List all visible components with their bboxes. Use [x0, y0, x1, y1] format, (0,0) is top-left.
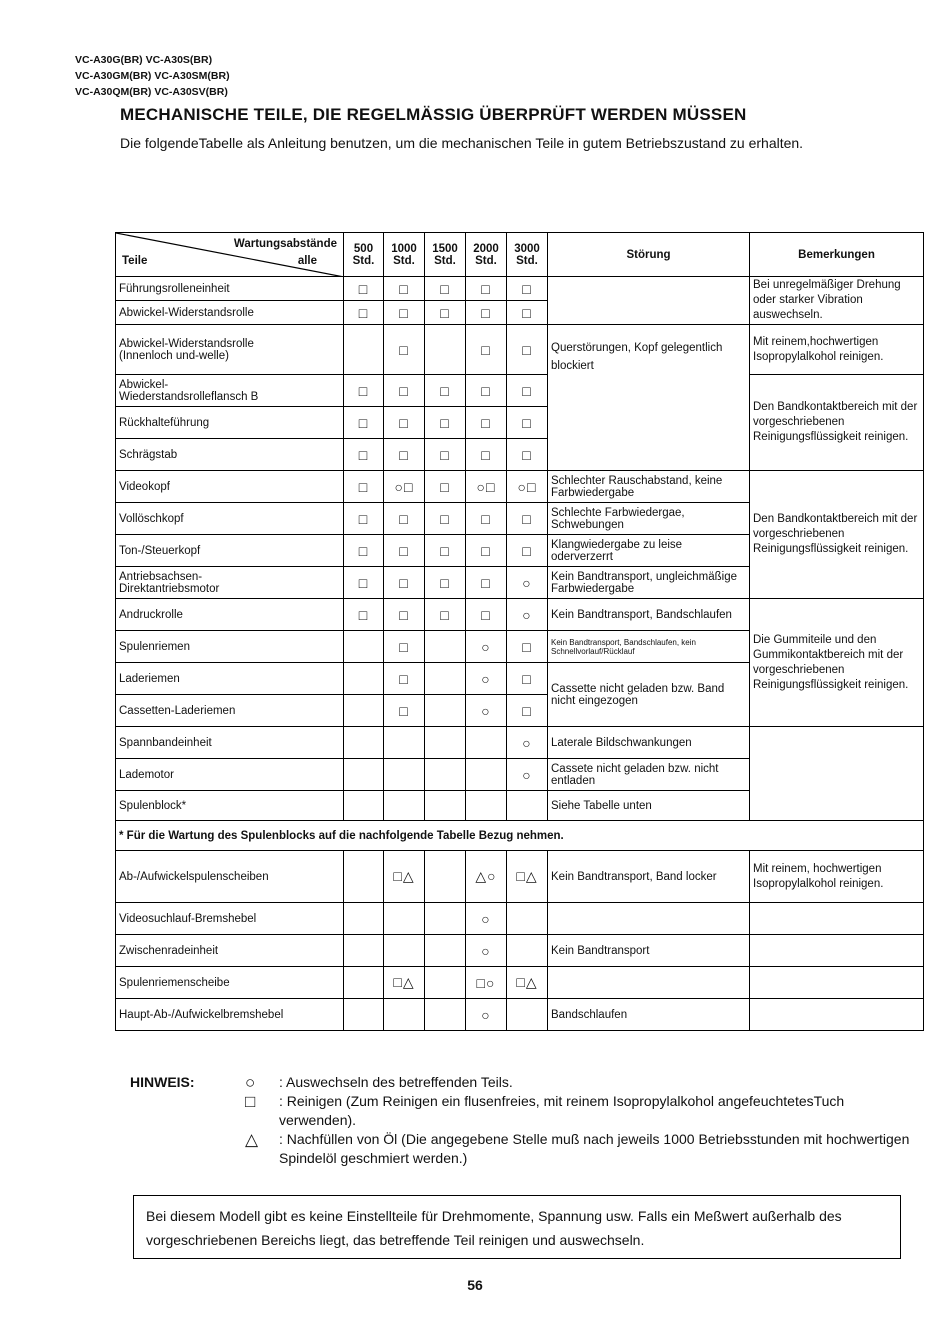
maintenance-symbol: ○: [466, 631, 507, 663]
notice-box: Bei diesem Modell gibt es keine Einstellteile für Drehmomente, Spannung usw. Falls ein Meßwert außerhalb des vorgeschriebenen Bereichs liegt, das betreffende Teil reinigen und auswechseln.: [133, 1195, 901, 1259]
maintenance-symbol: [344, 967, 384, 999]
maintenance-symbol: [425, 759, 466, 791]
maintenance-symbol: [384, 999, 425, 1031]
maintenance-symbol: ○: [466, 903, 507, 935]
stoerung-cell: Laterale Bildschwankungen: [548, 727, 750, 759]
bemerkung-cell: [750, 727, 924, 821]
maintenance-symbol: [507, 903, 548, 935]
maintenance-symbol: □: [466, 375, 507, 407]
maintenance-symbol: □○: [466, 967, 507, 999]
maintenance-symbol: □: [466, 301, 507, 325]
header-alle: alle: [297, 255, 317, 267]
maintenance-symbol: □: [344, 277, 384, 301]
table-row: [116, 903, 924, 935]
maintenance-symbol: □: [507, 663, 548, 695]
maintenance-symbol: [425, 631, 466, 663]
maintenance-symbol: □: [466, 439, 507, 471]
bemerkung-cell: Den Bandkontaktbereich mit der vorgeschriebenen Reinigungsflüssigkeit reinigen.: [750, 375, 924, 471]
part-name: Ton-/Steuerkopf: [116, 535, 344, 567]
maintenance-symbol: □: [425, 503, 466, 535]
header-diagonal-cell: [116, 233, 344, 277]
maintenance-symbol: [425, 325, 466, 375]
maintenance-table: [115, 232, 924, 1031]
maintenance-symbol: ○: [466, 999, 507, 1031]
maintenance-symbol: □: [466, 567, 507, 599]
model-line: VC-A30GM(BR) VC-A30SM(BR): [75, 70, 230, 82]
stoerung-cell: Querstörungen, Kopf gelegentlich blockiert: [548, 325, 750, 471]
maintenance-symbol: □△: [507, 967, 548, 999]
stoerung-cell: Kein Bandtransport, Bandschlaufen: [548, 599, 750, 631]
stoerung-cell: [548, 277, 750, 325]
part-name: Zwischenradeinheit: [116, 935, 344, 967]
maintenance-symbol: □: [384, 375, 425, 407]
bemerkung-cell: [750, 935, 924, 967]
maintenance-symbol: □: [425, 301, 466, 325]
maintenance-symbol: [344, 695, 384, 727]
stoerung-cell: Kein Bandtransport, ungleichmäßige Farbwiedergabe: [548, 567, 750, 599]
header-wartung: Wartungsabstände: [233, 238, 337, 250]
part-name: Haupt-Ab-/Aufwickelbremshebel: [116, 999, 344, 1031]
bemerkung-cell: Mit reinem,hochwertigen Isopropylalkohol reinigen.: [750, 325, 924, 375]
maintenance-symbol: □: [384, 567, 425, 599]
header-row: [116, 233, 924, 277]
maintenance-symbol: □: [425, 471, 466, 503]
header-teile: Teile: [122, 255, 148, 267]
maintenance-symbol: ○: [466, 695, 507, 727]
maintenance-symbol: [344, 903, 384, 935]
stoerung-cell: Kein Bandtransport, Band locker: [548, 851, 750, 903]
maintenance-symbol: □: [425, 599, 466, 631]
part-name: Spulenriemen: [116, 631, 344, 663]
maintenance-symbol: [344, 325, 384, 375]
maintenance-symbol: [384, 791, 425, 821]
maintenance-symbol: [507, 791, 548, 821]
legend-text: : Reinigen (Zum Reinigen ein flusenfreies, mit reinem Isopropylalkohol angefeuchtetesTuch verwenden).: [279, 1093, 845, 1128]
maintenance-symbol: □: [384, 695, 425, 727]
maintenance-symbol: □: [384, 325, 425, 375]
maintenance-symbol: □: [344, 471, 384, 503]
part-name: Abwickel-Widerstandsrolle (Innenloch und-welle): [116, 325, 344, 375]
maintenance-symbol: □: [384, 535, 425, 567]
maintenance-symbol: □: [425, 375, 466, 407]
part-name: Rückhalteführung: [116, 407, 344, 439]
maintenance-symbol: ○: [466, 663, 507, 695]
note-row: [116, 821, 924, 851]
part-name: Spulenblock*: [116, 791, 344, 821]
maintenance-symbol: [507, 999, 548, 1031]
legend-label: HINWEIS:: [130, 1074, 195, 1090]
table-row: [116, 935, 924, 967]
maintenance-symbol: [507, 935, 548, 967]
legend-item: [245, 1073, 945, 1092]
maintenance-symbol: ○: [507, 599, 548, 631]
stoerung-cell: Kein Bandtransport: [548, 935, 750, 967]
bemerkung-cell: [750, 903, 924, 935]
maintenance-symbol: □: [507, 301, 548, 325]
maintenance-symbol: [344, 631, 384, 663]
maintenance-symbol: □: [466, 599, 507, 631]
maintenance-symbol: ○□: [466, 471, 507, 503]
maintenance-symbol: □: [507, 407, 548, 439]
stoerung-cell: Bandschlaufen: [548, 999, 750, 1031]
table-row: [116, 325, 924, 375]
maintenance-symbol: □: [344, 567, 384, 599]
part-name: Lademotor: [116, 759, 344, 791]
maintenance-symbol: □△: [507, 851, 548, 903]
maintenance-symbol: □: [344, 301, 384, 325]
part-name: Videokopf: [116, 471, 344, 503]
header-interval: 500 Std.: [344, 233, 384, 277]
bemerkung-cell: Die Gummiteile und den Gummikontaktbereich mit der vorgeschriebenen Reinigungsflüssigkeit reinigen.: [750, 599, 924, 727]
model-numbers: [75, 52, 230, 100]
stoerung-cell: Siehe Tabelle unten: [548, 791, 750, 821]
maintenance-symbol: □: [425, 535, 466, 567]
maintenance-symbol: □: [466, 277, 507, 301]
legend-text: : Nachfüllen von Öl (Die angegebene Stelle muß nach jeweils 1000 Betriebsstunden mit hochwertigen Spindelöl geschmiert werden.): [279, 1131, 910, 1166]
maintenance-symbol: ○: [507, 727, 548, 759]
spulenblock-note: * Für die Wartung des Spulenblocks auf die nachfolgende Tabelle Bezug nehmen.: [116, 821, 924, 851]
maintenance-symbol: [344, 663, 384, 695]
part-name: Schrägstab: [116, 439, 344, 471]
intro-text: Die folgendeTabelle als Anleitung benutzen, um die mechanischen Teile in gutem Betriebszustand zu erhalten.: [120, 135, 804, 151]
maintenance-symbol: [425, 967, 466, 999]
part-name: Ab-/Aufwickelspulenscheiben: [116, 851, 344, 903]
maintenance-symbol: □: [384, 599, 425, 631]
maintenance-symbol: [344, 999, 384, 1031]
stoerung-cell: [548, 903, 750, 935]
maintenance-symbol: □: [507, 325, 548, 375]
maintenance-symbol: ○: [507, 567, 548, 599]
bemerkung-cell: [750, 967, 924, 999]
model-line: VC-A30QM(BR) VC-A30SV(BR): [75, 86, 228, 98]
maintenance-symbol: [344, 727, 384, 759]
maintenance-symbol: △○: [466, 851, 507, 903]
maintenance-symbol: [466, 759, 507, 791]
part-name: Andruckrolle: [116, 599, 344, 631]
part-name: Antriebsachsen- Direktantriebsmotor: [116, 567, 344, 599]
maintenance-symbol: □: [384, 631, 425, 663]
maintenance-symbol: [344, 851, 384, 903]
bemerkung-cell: Den Bandkontaktbereich mit der vorgeschriebenen Reinigungsflüssigkeit reinigen.: [750, 471, 924, 599]
maintenance-symbol: □: [344, 439, 384, 471]
bemerkung-cell: Mit reinem, hochwertigen Isopropylalkohol reinigen.: [750, 851, 924, 903]
table-row: [116, 471, 924, 503]
table-row: [116, 967, 924, 999]
maintenance-symbol: ○: [507, 759, 548, 791]
maintenance-symbol: □: [507, 375, 548, 407]
stoerung-cell: [548, 967, 750, 999]
maintenance-symbol: [425, 903, 466, 935]
maintenance-symbol: [425, 851, 466, 903]
maintenance-symbol: [344, 791, 384, 821]
circle-icon: ○: [245, 1073, 256, 1092]
maintenance-symbol: [384, 759, 425, 791]
bemerkung-cell: [750, 999, 924, 1031]
bemerkung-cell: Bei unregelmäßiger Drehung oder starker Vibration auswechseln.: [750, 277, 924, 325]
part-name: Abwickel- Wiederstandsrolleflansch B: [116, 375, 344, 407]
maintenance-symbol: □: [425, 277, 466, 301]
header-bemerkungen: Bemerkungen: [750, 233, 924, 277]
part-name: Vollöschkopf: [116, 503, 344, 535]
table-row: [116, 599, 924, 631]
legend-item: [245, 1130, 945, 1168]
triangle-icon: △: [245, 1130, 259, 1149]
model-line: VC-A30G(BR) VC-A30S(BR): [75, 54, 213, 66]
page-title: MECHANISCHE TEILE, DIE REGELMÄSSIG ÜBERPRÜFT WERDEN MÜSSEN: [120, 105, 747, 124]
maintenance-symbol: □: [344, 599, 384, 631]
maintenance-symbol: □: [384, 407, 425, 439]
header-interval: 1500 Std.: [425, 233, 466, 277]
maintenance-symbol: □: [425, 407, 466, 439]
maintenance-symbol: ○: [466, 935, 507, 967]
maintenance-symbol: □: [507, 277, 548, 301]
maintenance-symbol: [344, 759, 384, 791]
stoerung-cell: Klangwiedergabe zu leise oderverzerrt: [548, 535, 750, 567]
maintenance-symbol: □: [507, 631, 548, 663]
maintenance-symbol: □: [384, 439, 425, 471]
maintenance-symbol: [344, 935, 384, 967]
maintenance-symbol: □: [425, 567, 466, 599]
part-name: Abwickel-Widerstandsrolle: [116, 301, 344, 325]
header-stoerung: Störung: [548, 233, 750, 277]
stoerung-cell: Schlechter Rauschabstand, keine Farbwiedergabe: [548, 471, 750, 503]
maintenance-symbol: □: [425, 439, 466, 471]
square-icon: □: [245, 1092, 256, 1111]
maintenance-symbol: [425, 791, 466, 821]
maintenance-symbol: □: [344, 503, 384, 535]
maintenance-symbol: □: [344, 407, 384, 439]
maintenance-symbol: [384, 935, 425, 967]
maintenance-symbol: □: [384, 663, 425, 695]
maintenance-symbol: [466, 791, 507, 821]
maintenance-symbol: [425, 727, 466, 759]
header-interval: 2000 Std.: [466, 233, 507, 277]
table-row: [116, 999, 924, 1031]
part-name: Laderiemen: [116, 663, 344, 695]
maintenance-symbol: [425, 999, 466, 1031]
maintenance-symbol: □: [344, 375, 384, 407]
maintenance-symbol: [425, 935, 466, 967]
maintenance-symbol: □: [344, 535, 384, 567]
stoerung-cell: Schlechte Farbwiedergae, Schwebungen: [548, 503, 750, 535]
page-number: 56: [467, 1277, 483, 1293]
part-name: Videosuchlauf-Bremshebel: [116, 903, 344, 935]
table-row: [116, 277, 924, 301]
maintenance-symbol: □: [384, 503, 425, 535]
stoerung-cell: Cassete nicht geladen bzw. nicht entladen: [548, 759, 750, 791]
maintenance-symbol: ○□: [507, 471, 548, 503]
maintenance-symbol: □: [507, 695, 548, 727]
part-name: Führungsrolleneinheit: [116, 277, 344, 301]
maintenance-symbol: □: [466, 325, 507, 375]
maintenance-symbol: □: [507, 535, 548, 567]
maintenance-symbol: □: [384, 277, 425, 301]
maintenance-symbol: □: [466, 535, 507, 567]
maintenance-symbol: □△: [384, 851, 425, 903]
legend-text: : Auswechseln des betreffenden Teils.: [279, 1074, 513, 1090]
maintenance-symbol: [425, 663, 466, 695]
maintenance-symbol: ○□: [384, 471, 425, 503]
maintenance-symbol: □: [507, 503, 548, 535]
header-interval: 1000 Std.: [384, 233, 425, 277]
part-name: Spannbandeinheit: [116, 727, 344, 759]
maintenance-symbol: □: [466, 503, 507, 535]
maintenance-symbol: □: [466, 407, 507, 439]
table-row: [116, 375, 924, 407]
stoerung-cell: Cassette nicht geladen bzw. Band nicht eingezogen: [548, 663, 750, 727]
stoerung-cell: Kein Bandtransport, Bandschlaufen, kein Schnellvorlauf/Rücklauf: [548, 631, 750, 663]
maintenance-symbol: [384, 727, 425, 759]
part-name: Cassetten-Laderiemen: [116, 695, 344, 727]
legend-item: [245, 1092, 945, 1130]
maintenance-symbol: [466, 727, 507, 759]
maintenance-symbol: [384, 903, 425, 935]
table-row: [116, 727, 924, 759]
part-name: Spulenriemenscheibe: [116, 967, 344, 999]
header-interval: 3000 Std.: [507, 233, 548, 277]
maintenance-symbol: □△: [384, 967, 425, 999]
maintenance-symbol: [425, 695, 466, 727]
table-row: [116, 851, 924, 903]
maintenance-symbol: □: [507, 439, 548, 471]
maintenance-symbol: □: [384, 301, 425, 325]
